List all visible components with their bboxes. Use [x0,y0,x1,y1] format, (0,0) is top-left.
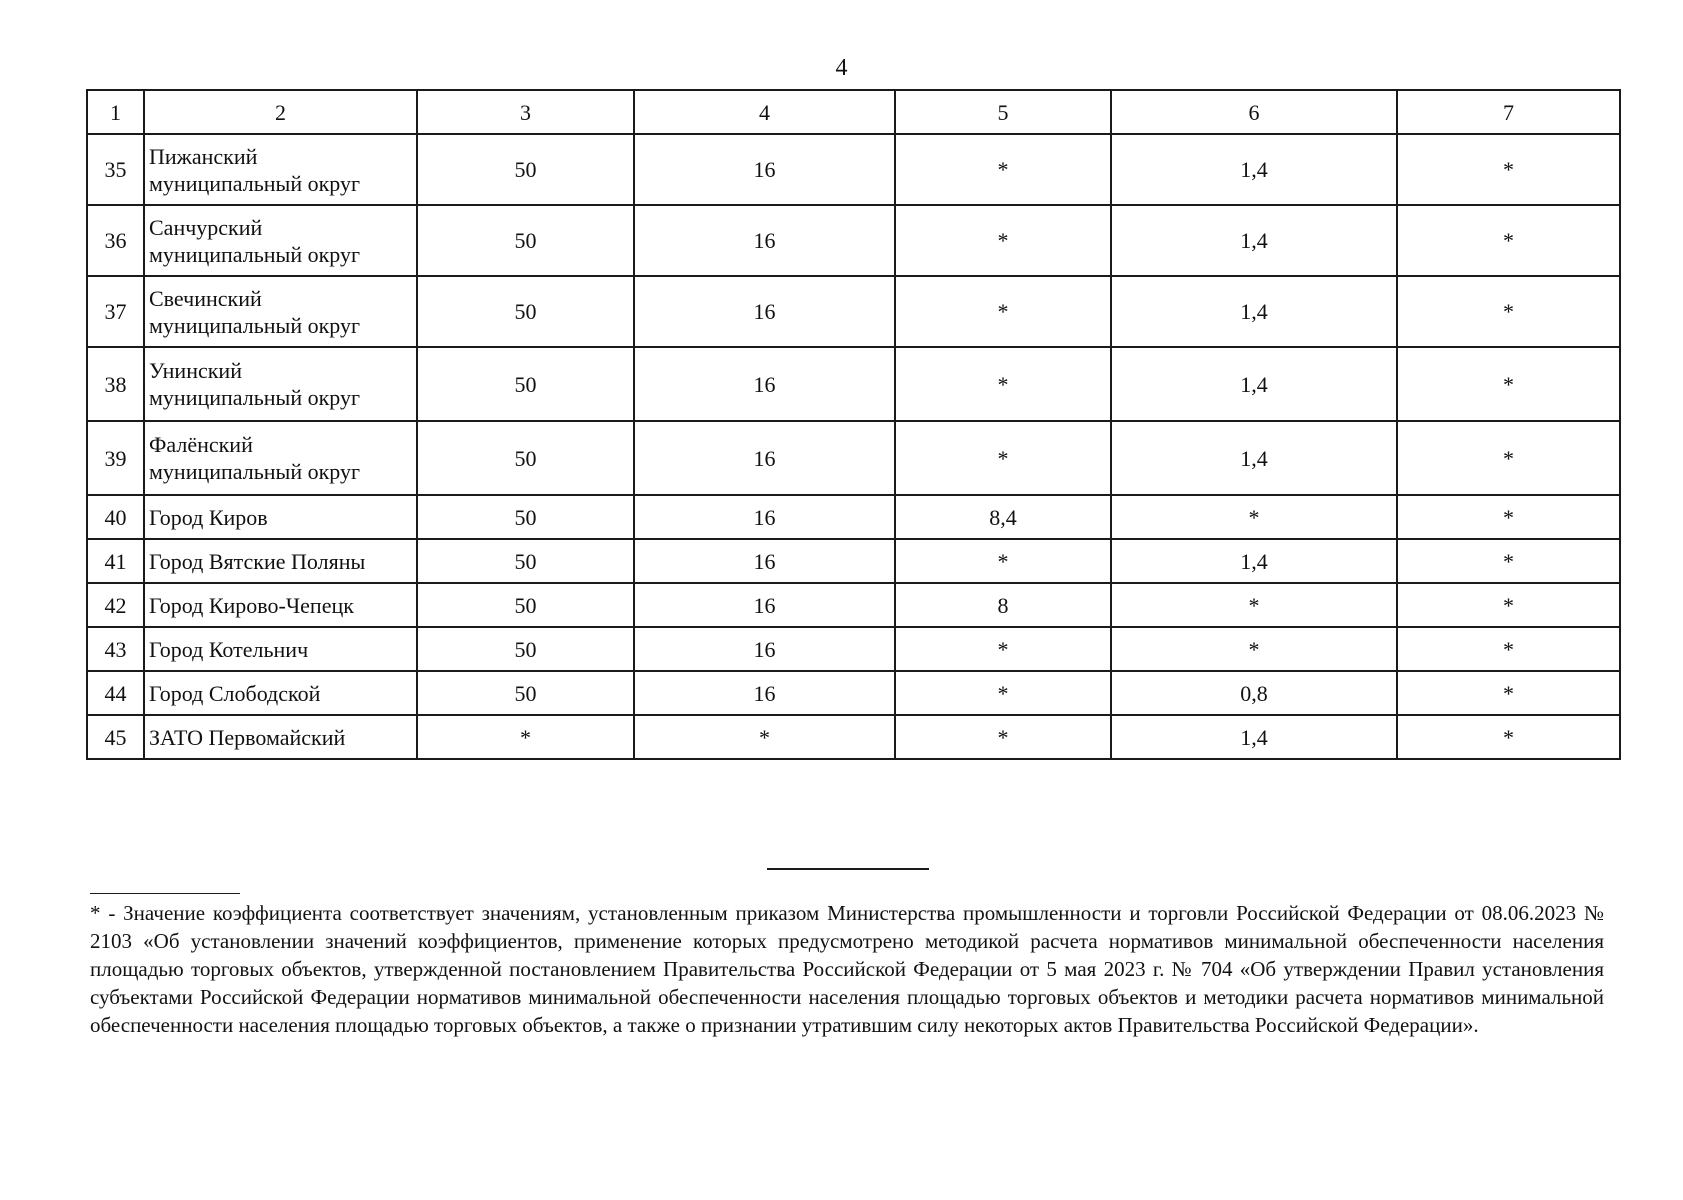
name-line: муниципальный округ [149,459,361,484]
municipality-name: Город Котельнич [144,627,417,671]
cell-col5: * [895,134,1111,205]
municipality-name [144,276,417,347]
cell-col7: * [1397,495,1620,539]
cell-col5: * [895,421,1111,495]
cell-col3: 50 [417,539,634,583]
header-cell: 3 [417,90,634,134]
cell-col5: * [895,347,1111,421]
cell-col3: 50 [417,134,634,205]
cell-col4: 16 [634,671,895,715]
cell-col7: * [1397,583,1620,627]
cell-col7: * [1397,134,1620,205]
name-line: Свечинский [149,285,262,311]
municipality-name [144,205,417,276]
municipality-name: Город Кирово-Чепецк [144,583,417,627]
cell-col3: 50 [417,671,634,715]
cell-col5: 8,4 [895,495,1111,539]
cell-col3: 50 [417,205,634,276]
cell-col7: * [1397,539,1620,583]
cell-col5: * [895,205,1111,276]
cell-col6: 1,4 [1111,539,1397,583]
name-line: Фалёнский [149,432,253,457]
cell-col4: 16 [634,539,895,583]
cell-col4: 16 [634,421,895,495]
row-number: 36 [87,205,144,276]
table-row [87,134,1620,205]
row-number: 41 [87,539,144,583]
header-row [87,90,1620,134]
row-number: 38 [87,347,144,421]
table-row [87,495,1620,539]
name-line: муниципальный округ [149,385,361,410]
cell-col4: 16 [634,276,895,347]
cell-col5: * [895,671,1111,715]
cell-col3: 50 [417,583,634,627]
cell-col3: * [417,715,634,759]
header-cell: 2 [144,90,417,134]
cell-col6: 0,8 [1111,671,1397,715]
row-number: 42 [87,583,144,627]
row-number: 37 [87,276,144,347]
row-number: 39 [87,421,144,495]
cell-col4: 16 [634,205,895,276]
table-row [87,421,1620,495]
cell-col6: 1,4 [1111,276,1397,347]
name-line: Санчурский [149,214,263,240]
cell-col6: * [1111,627,1397,671]
cell-col6: 1,4 [1111,205,1397,276]
cell-col7: * [1397,276,1620,347]
municipality-name: Город Киров [144,495,417,539]
name-line: муниципальный округ [149,241,361,267]
row-number: 43 [87,627,144,671]
cell-col3: 50 [417,495,634,539]
cell-col7: * [1397,205,1620,276]
cell-col4: 16 [634,583,895,627]
cell-col3: 50 [417,421,634,495]
cell-col6: * [1111,495,1397,539]
cell-col4: 16 [634,134,895,205]
cell-col3: 50 [417,627,634,671]
header-cell: 7 [1397,90,1620,134]
table-row [87,347,1620,421]
table-row [87,671,1620,715]
cell-col6: 1,4 [1111,347,1397,421]
header-cell: 4 [634,90,895,134]
row-number: 40 [87,495,144,539]
name-line: Унинский [149,358,242,383]
name-line: Пижанский [149,143,258,169]
table-row [87,539,1620,583]
cell-col4: 16 [634,495,895,539]
page-number: 4 [835,55,848,81]
municipality-name: Город Слободской [144,671,417,715]
cell-col6: 1,4 [1111,715,1397,759]
cell-col3: 50 [417,276,634,347]
name-line: муниципальный округ [149,312,361,338]
cell-col4: 16 [634,627,895,671]
row-number: 44 [87,671,144,715]
footnote-text: * - Значение коэффициента соответствует значениям, установленным приказом Министерства промышленности и торговли Российской Федерации от 08.06.2023 № 2103 «Об установлении значений коэффициентов, применение которых предусмотрено методикой расчета нормативов минимальной обеспеченности населения площадью торговых объектов, утвержденной постановлением Правительства Российской Федерации от 5 мая 2023 г. № 704 «Об утверждении Правил установления субъектами Российской Федерации нормативов минимальной обеспеченности населения площадью торговых объектов и методики расчета нормативов минимальной обеспеченности населения площадью торговых объектов, а также о признании утратившим силу некоторых актов Правительства Российской Федерации». [90,901,1604,1037]
header-cell: 6 [1111,90,1397,134]
cell-col3: 50 [417,347,634,421]
cell-col7: * [1397,421,1620,495]
cell-col7: * [1397,347,1620,421]
name-line: муниципальный округ [149,170,361,196]
municipality-name: Город Вятские Поляны [144,539,417,583]
municipality-name [144,347,417,421]
section-separator-line [767,868,929,870]
cell-col6: 1,4 [1111,421,1397,495]
cell-col5: 8 [895,583,1111,627]
cell-col6: * [1111,583,1397,627]
table-row [87,583,1620,627]
municipality-name: ЗАТО Первомайский [144,715,417,759]
cell-col7: * [1397,627,1620,671]
cell-col5: * [895,276,1111,347]
row-number: 45 [87,715,144,759]
row-number: 35 [87,134,144,205]
table-row [87,276,1620,347]
table-row [87,205,1620,276]
municipality-name [144,134,417,205]
cell-col5: * [895,715,1111,759]
header-cell: 1 [87,90,144,134]
municipality-name [144,421,417,495]
cell-col4: 16 [634,347,895,421]
cell-col5: * [895,627,1111,671]
cell-col7: * [1397,715,1620,759]
table-row [87,627,1620,671]
header-cell: 5 [895,90,1111,134]
cell-col6: 1,4 [1111,134,1397,205]
cell-col4: * [634,715,895,759]
footnote-rule [90,893,240,894]
cell-col7: * [1397,671,1620,715]
cell-col5: * [895,539,1111,583]
table-row [87,715,1620,759]
coefficients-table [86,89,1621,760]
